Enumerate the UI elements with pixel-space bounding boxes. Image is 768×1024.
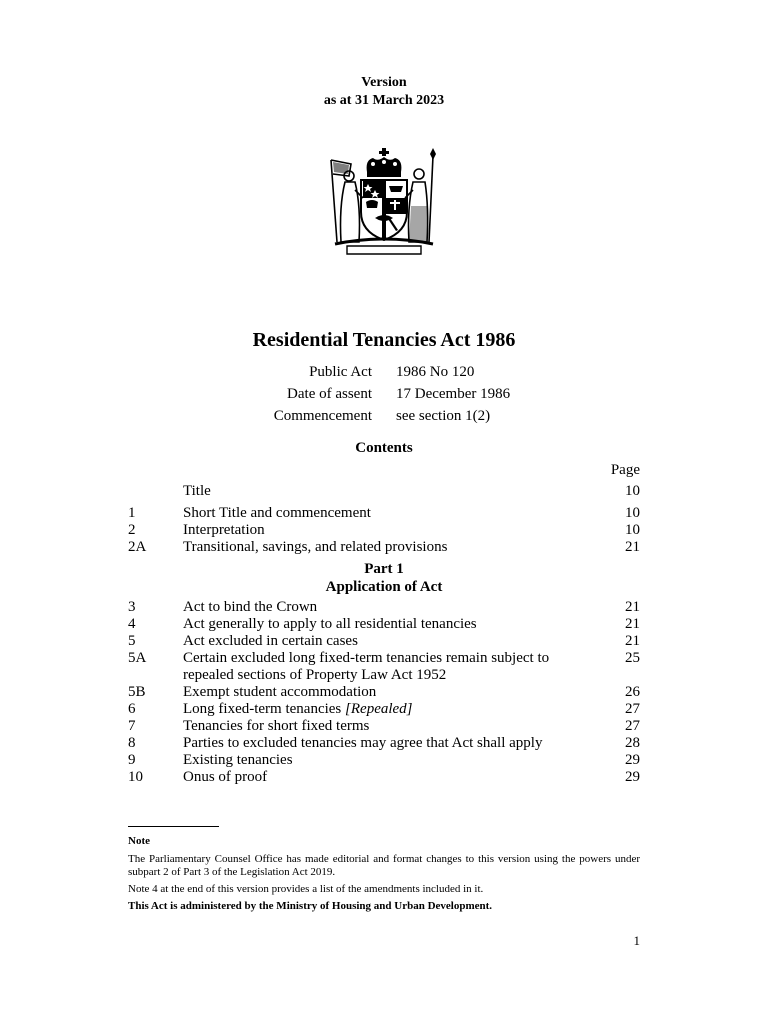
page-number: 1 — [633, 933, 640, 948]
meta-value: 17 December 1986 — [396, 386, 511, 402]
toc-entry-number: 1 — [128, 505, 136, 521]
toc-entry-title: Onus of proof — [183, 769, 268, 785]
toc-entry-page: 21 — [625, 599, 640, 615]
toc-entry-page: 27 — [625, 718, 640, 734]
toc-entry-title: Existing tenancies — [183, 752, 293, 768]
toc-entry-title: Act to bind the Crown — [183, 599, 318, 615]
toc-entry-page: 10 — [625, 522, 640, 538]
toc-entry-page: 21 — [625, 539, 640, 555]
toc-entry-number: 5 — [128, 633, 136, 649]
meta-row-public-act — [0, 364, 768, 386]
meta-row-date-of-assent — [0, 386, 768, 408]
toc-entry-page: 10 — [625, 483, 640, 499]
note-paragraph-amendments: Note 4 at the end of this version provides a list of the amendments included in it. — [128, 883, 484, 895]
toc-entry[interactable] — [128, 522, 640, 539]
toc-entry[interactable] — [128, 505, 640, 522]
page-column-header: Page — [610, 462, 640, 478]
coat-of-arms-icon — [321, 146, 447, 258]
toc-entry-title: Transitional, savings, and related provisions — [183, 539, 448, 555]
toc-entry-number: 4 — [128, 616, 136, 632]
toc-entry[interactable] — [128, 684, 640, 701]
toc-entry-number: 5B — [128, 684, 146, 700]
note-heading: Note — [128, 835, 150, 847]
document-title: Residential Tenancies Act 1986 — [252, 329, 516, 351]
version-heading — [0, 74, 768, 110]
meta-label: Public Act — [309, 364, 372, 380]
note-paragraph-administration: This Act is administered by the Ministry of Housing and Urban Development. — [128, 900, 493, 912]
toc-entry[interactable] — [128, 769, 640, 786]
toc-part-1 — [128, 560, 640, 786]
toc-entry-number: 8 — [128, 735, 136, 751]
toc-entry[interactable] — [128, 752, 640, 769]
toc-entry[interactable] — [128, 483, 640, 500]
toc-entry-title: Short Title and commencement — [183, 505, 371, 521]
toc-entry-page: 26 — [625, 684, 640, 700]
toc-entry-page: 25 — [625, 650, 640, 666]
footnote-divider — [128, 826, 219, 827]
contents-heading: Contents — [355, 440, 413, 456]
toc-entry-title: Title — [183, 483, 211, 499]
act-metadata — [0, 364, 768, 430]
toc-entry-title — [183, 701, 580, 718]
toc-entry-number: 2A — [128, 539, 147, 555]
toc-entry-number: 9 — [128, 752, 136, 768]
toc-preliminary — [128, 483, 640, 556]
toc-entry-title: Parties to excluded tenancies may agree that Act shall apply — [183, 735, 543, 751]
meta-value: see section 1(2) — [396, 408, 491, 424]
part-number[interactable]: Part 1 — [364, 561, 404, 577]
meta-label: Date of assent — [287, 386, 372, 402]
toc-entry-page: 29 — [625, 752, 640, 768]
toc-entry[interactable] — [128, 701, 640, 718]
toc-entry[interactable] — [128, 650, 640, 684]
version-date: as at 31 March 2023 — [323, 93, 445, 108]
toc-entry-page: 28 — [625, 735, 640, 751]
toc-entry-page: 29 — [625, 769, 640, 785]
meta-label: Commencement — [273, 408, 372, 424]
toc-entry-page: 21 — [625, 633, 640, 649]
toc-entry-page: 10 — [625, 505, 640, 521]
toc-entry[interactable] — [128, 718, 640, 735]
toc-entry[interactable] — [128, 599, 640, 616]
toc-entry-title: Interpretation — [183, 522, 265, 538]
toc-entry[interactable] — [128, 616, 640, 633]
toc-entry-number: 5A — [128, 650, 147, 666]
toc-entry-title: Tenancies for short fixed terms — [183, 718, 370, 734]
toc-entry-title: Act generally to apply to all residential tenancies — [183, 616, 477, 632]
note-section — [128, 835, 640, 917]
toc-entry-number: 10 — [128, 769, 143, 785]
version-label: Version — [361, 75, 407, 90]
repealed-marker: [Repealed] — [345, 701, 413, 717]
meta-row-commencement — [0, 408, 768, 430]
toc-entry-title: Exempt student accommodation — [183, 684, 377, 700]
toc-entry-number: 3 — [128, 599, 136, 615]
meta-value: 1986 No 120 — [396, 364, 475, 380]
toc-entry-title: Certain excluded long fixed-term tenancies remain subject to repealed sections of Property Law Act 1952 — [183, 650, 550, 683]
toc-entry[interactable] — [128, 735, 640, 752]
part-title[interactable]: Application of Act — [325, 579, 443, 595]
note-paragraph-editorial: The Parliamentary Counsel Office has made editorial and format changes to this version using the powers under subpart 2 of Part 3 of the Legislation Act 2019. — [128, 853, 640, 878]
toc-entry[interactable] — [128, 633, 640, 650]
toc-entry-title-text: Long fixed-term tenancies — [183, 701, 342, 717]
toc-entry-page: 21 — [625, 616, 640, 632]
toc-entry-number: 7 — [128, 718, 136, 734]
toc-entry-number: 2 — [128, 522, 136, 538]
toc-entry[interactable] — [128, 539, 640, 556]
toc-entry-page: 27 — [625, 701, 640, 717]
toc-entry-title: Act excluded in certain cases — [183, 633, 358, 649]
toc-entry-number: 6 — [128, 701, 136, 717]
